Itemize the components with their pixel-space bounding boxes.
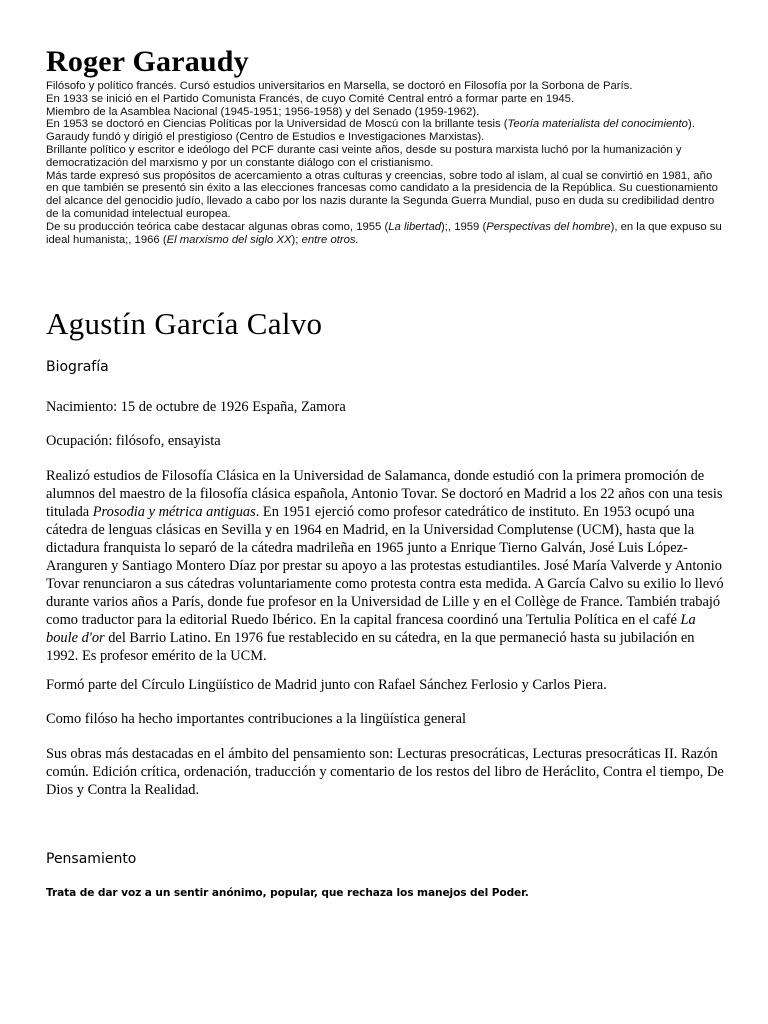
calvo-title: Agustín García Calvo bbox=[46, 306, 323, 341]
pensamiento-text: Trata de dar voz a un sentir anónimo, popular, que rechaza los manejos del Poder. bbox=[46, 887, 529, 899]
garaudy-work-libertad: La libertad bbox=[388, 220, 442, 233]
calvo-bio-text-cont: . En 1951 ejerció como profesor catedrático de instituto. En 1953 ocupó una cátedra de lenguas clásicas en Sevilla y en 1964 en Madrid, en la Universidad Complutense (UCM), hasta que la dictadura franquista lo separó de la cátedra madrileña en 1965 junto a Enrique Tierno Galván, José Luis López-Aranguren y Santiago Montero Díaz por prestar su apoyo a las protestas estudiantiles. José María Valverde y Antonio Tovar renunciaron a sus cátedras voluntariamente como protesta contra esta medida. A García Calvo su exilio lo llevó durante varios años a París, donde fue profesor en la Universidad de Lille y en el Collège de France. También trabajó como traductor para la editorial Ruedo Ibérico. En la capital francesa coordinó una Tertulia Política en el café bbox=[46, 504, 724, 628]
garaudy-line-politico: Brillante político y escritor e ideólogo del PCF durante casi veinte años, desde su postura marxista luchó por la humanización y democratización del marxismo y por un constante diálogo con el cristianismo. bbox=[46, 143, 682, 169]
garaudy-line-obras bbox=[46, 221, 722, 247]
calvo-thesis-title: Prosodia y métrica antiguas bbox=[92, 504, 256, 520]
garaudy-doctorado-close: ). bbox=[687, 118, 695, 131]
garaudy-title: Roger Garaudy bbox=[46, 45, 249, 78]
pensamiento-heading: Pensamiento bbox=[46, 851, 137, 867]
garaudy-line-islam: Más tarde expresó sus propósitos de acercamiento a otras culturas y creencias, sobre todo al islam, al cual se convirtió en 1981, año en que también se presentó sin éxito a las elecciones francesas como candidato a la presidencia de la República. Su cuestionamiento del alcance del genocidio judío, llevado a cabo por los nazis durante la Segunda Guerra Mundial, puso en duda su credibilidad dentro de la comunidad intelectual europea. bbox=[46, 169, 718, 220]
garaudy-thesis-title: Teoría materialista del conocimiento bbox=[507, 118, 688, 131]
calvo-bio-text-end: del Barrio Latino. En 1976 fue restablecido en su cátedra, en la que permaneció hasta su jubilación en 1992. Es profesor emérito de la UCM. bbox=[46, 630, 695, 664]
biografia-heading: Biografía bbox=[46, 359, 109, 375]
calvo-bio-text: Realizó estudios de Filosofía Clásica en la Universidad de Salamanca, donde estudió con la primera promoción de alumnos del maestro de la filosofía clásica española, Antonio Tovar. Se doctoró en Madrid a los 22 años con una tesis titulada bbox=[46, 468, 723, 520]
garaudy-obras-humanista: ), en la que expuso su ideal humanista;, 1966 ( bbox=[46, 220, 722, 246]
garaudy-line-asamblea: Miembro de la Asamblea Nacional (1945-1951; 1956-1958) y del Senado (1959-1962). bbox=[46, 105, 480, 118]
garaudy-line-intro: Filósofo y político francés. Cursó estudios universitarios en Marsella, se doctoró en Filosofía por la Sorbona de París. bbox=[46, 80, 633, 92]
calvo-ocupacion: Ocupación: filósofo, ensayista bbox=[46, 433, 221, 449]
calvo-contribuciones: Como filóso ha hecho importantes contribuciones a la lingüística general bbox=[46, 711, 467, 727]
garaudy-obras-otros: entre otros. bbox=[301, 233, 359, 246]
garaudy-work-perspectivas: Perspectivas del hombre bbox=[486, 220, 611, 233]
garaudy-work-marxismo: El marxismo del siglo XX bbox=[166, 233, 292, 246]
garaudy-line-centro: Garaudy fundó y dirigió el prestigioso (Centro de Estudios e Investigaciones Marxistas). bbox=[46, 131, 485, 144]
garaudy-obras-sep: );, 1959 ( bbox=[441, 220, 487, 233]
calvo-cafe-name: La boule d'or bbox=[46, 612, 696, 646]
garaudy-biography bbox=[46, 80, 722, 246]
garaudy-obras-sep2: ); bbox=[291, 233, 302, 246]
garaudy-line-pcf: En 1933 se inició en el Partido Comunista Francés, de cuyo Comité Central entró a formar parte en 1945. bbox=[46, 92, 575, 105]
garaudy-doctorado-text: En 1953 se doctoró en Ciencias Políticas por la Universidad de Moscú con la brillante tesis ( bbox=[46, 118, 508, 131]
garaudy-obras-text: De su producción teórica cabe destacar algunas obras como, 1955 ( bbox=[46, 220, 389, 233]
calvo-obras: Sus obras más destacadas en el ámbito del pensamiento son: Lecturas presocráticas, Lecturas presocráticas II. Razón común. Edición crítica, ordenación, traducción y comentario de los restos del libro de Heráclito, Contra el tiempo, De Dios y Contra la Realidad. bbox=[46, 746, 724, 798]
calvo-bio-paragraph bbox=[46, 467, 726, 665]
garaudy-line-doctorado bbox=[46, 118, 722, 131]
calvo-circulo: Formó parte del Círculo Lingüístico de Madrid junto con Rafael Sánchez Ferlosio y Carlos Piera. bbox=[46, 677, 607, 693]
calvo-nacimiento: Nacimiento: 15 de octubre de 1926 España, Zamora bbox=[46, 399, 346, 415]
